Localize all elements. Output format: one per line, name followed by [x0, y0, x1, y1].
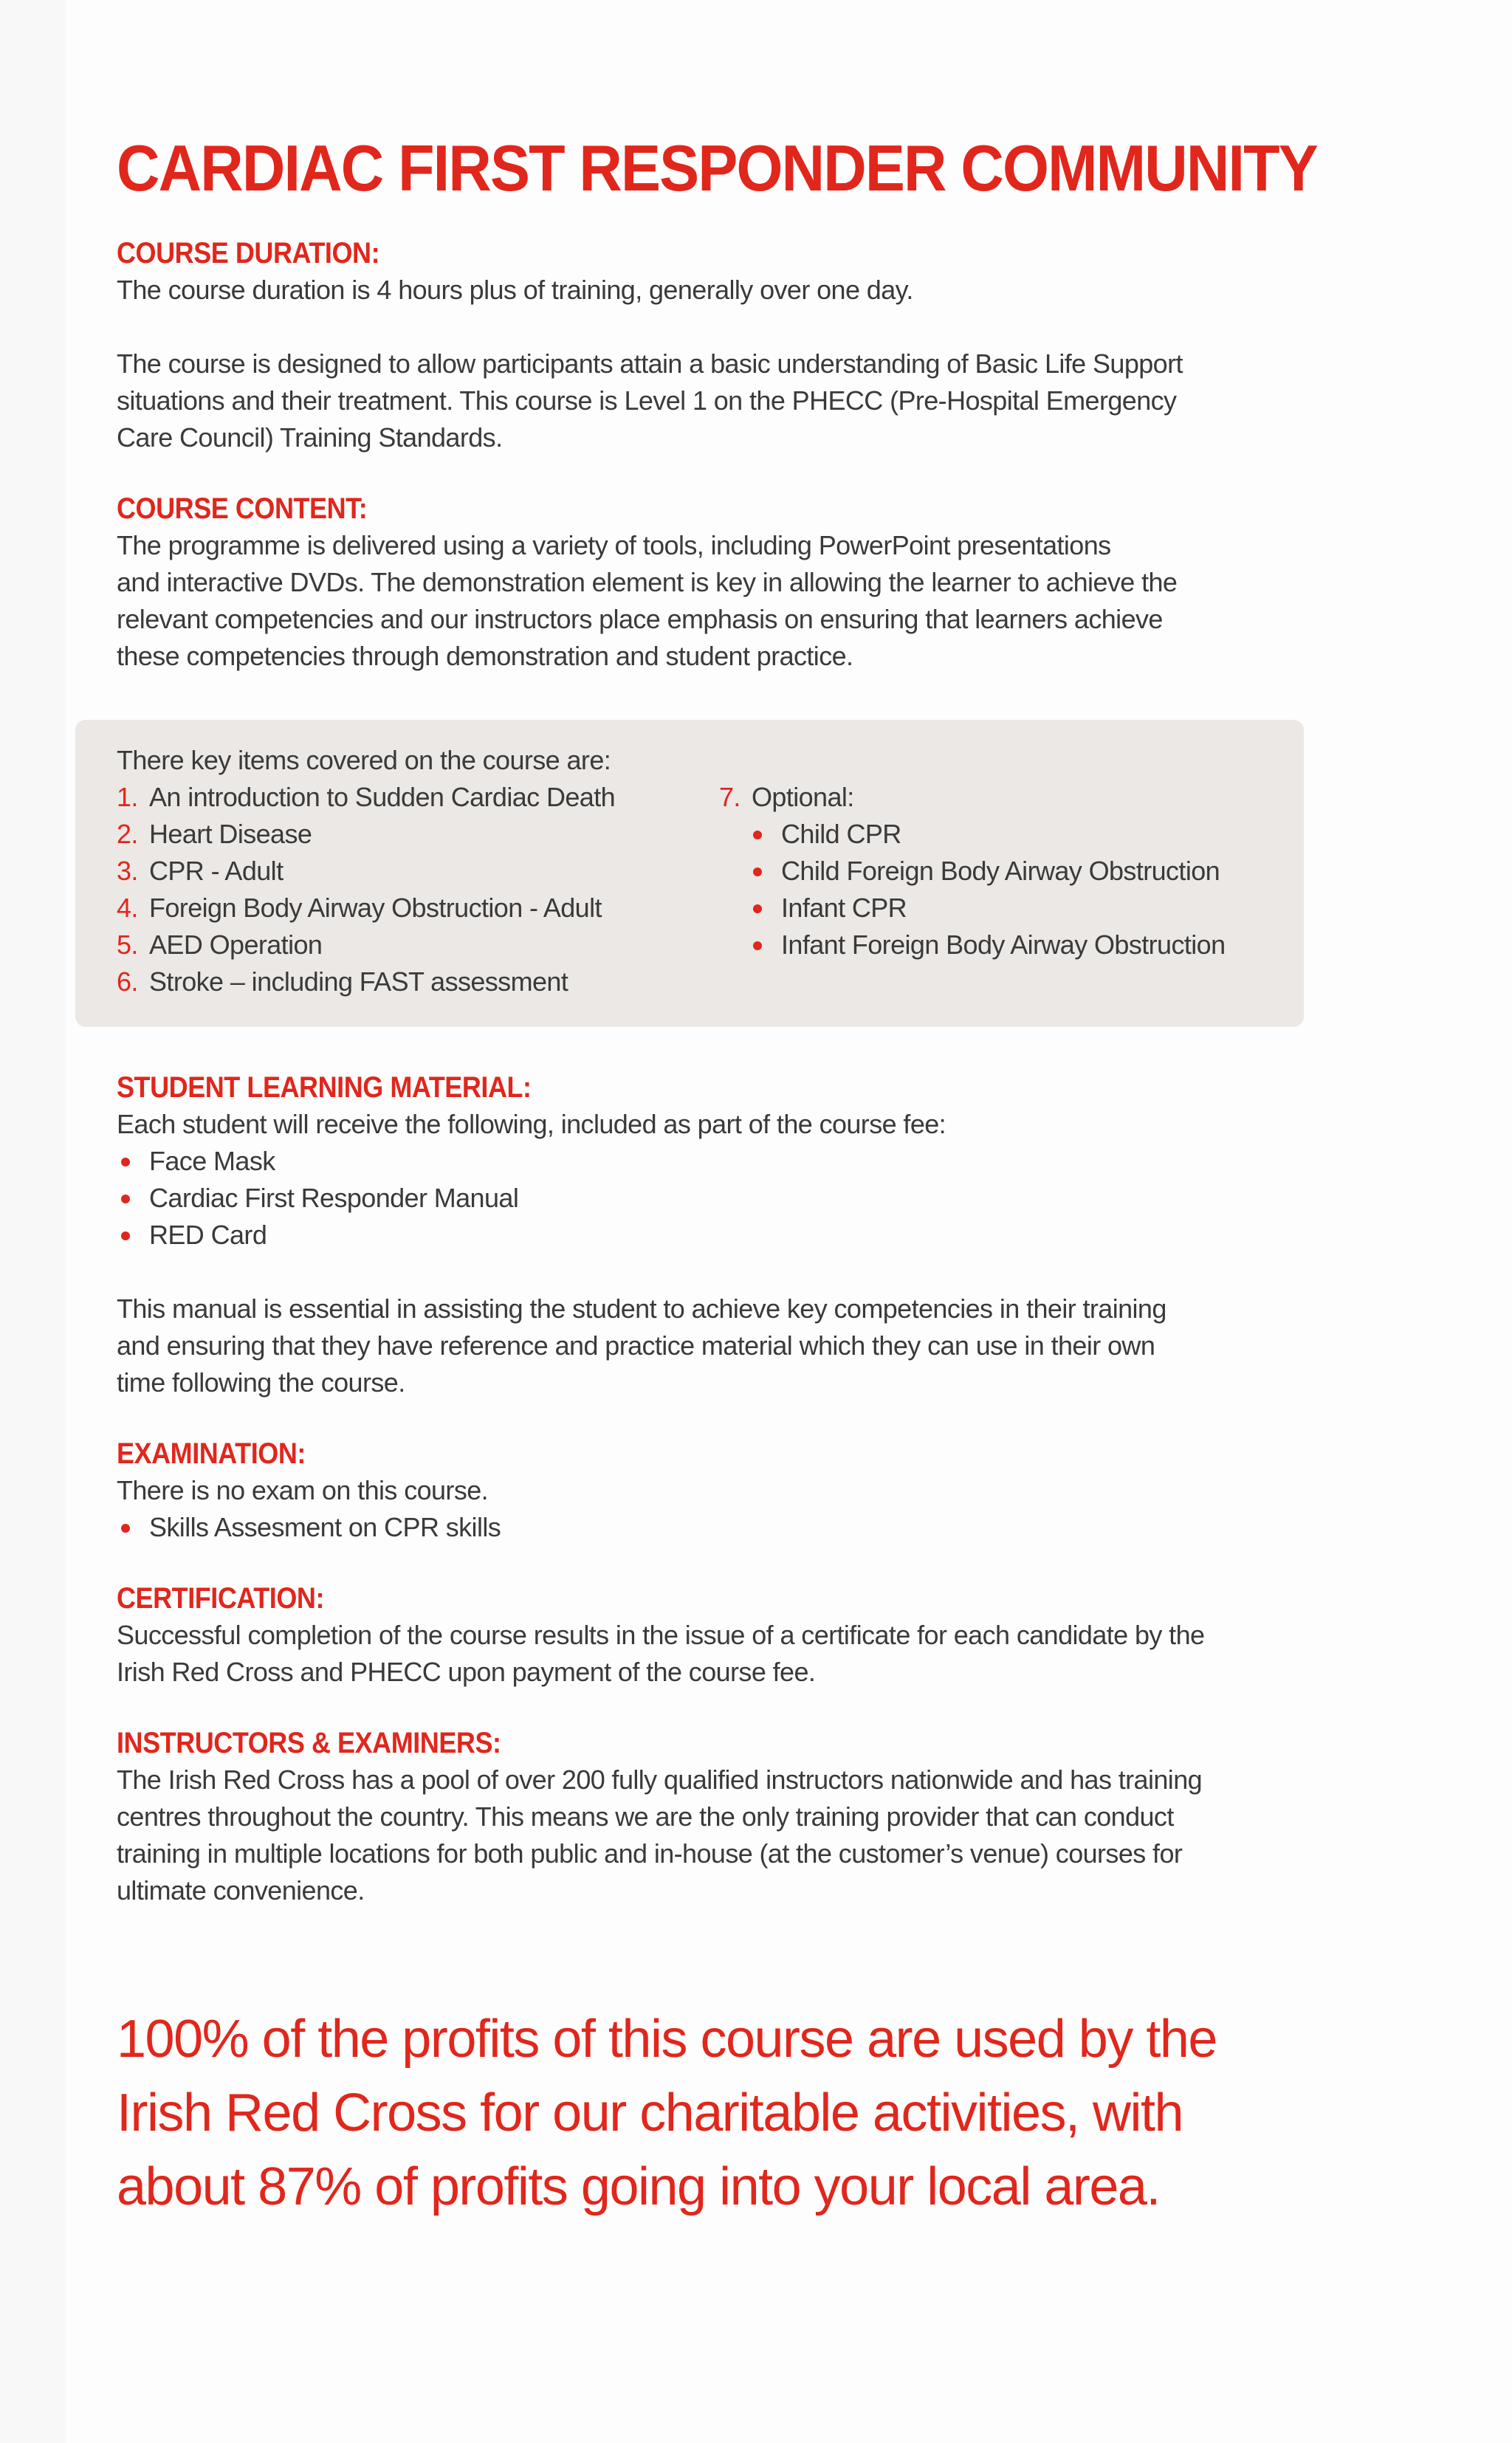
exam-list [117, 1509, 1313, 1546]
instructors-line: ultimate convenience. [117, 1875, 365, 1906]
instructors-line: centres throughout the country. This means we are the only training provider that can conduct [117, 1801, 1174, 1832]
closing-statement [117, 2002, 1372, 2224]
list-item: Infant Foreign Body Airway Obstruction [750, 927, 1280, 963]
instructors-heading: INSTRUCTORS & EXAMINERS: [117, 1727, 501, 1759]
cert-heading: CERTIFICATION: [117, 1582, 324, 1615]
closing-line: Irish Red Cross for our charitable activities, with [117, 2083, 1183, 2143]
key-items-list [117, 779, 722, 1000]
closing-line: 100% of the profits of this course are used by the [117, 2010, 1217, 2069]
closing-line: about 87% of profits going into your local area. [117, 2157, 1160, 2216]
exam-text: There is no exam on this course. [117, 1475, 489, 1505]
list-item: RED Card [117, 1217, 1313, 1254]
optional-list [719, 779, 1280, 816]
list-item: 6. Stroke – including FAST assessment [117, 966, 568, 997]
exam-heading: EXAMINATION: [117, 1437, 306, 1470]
list-item: 4. Foreign Body Airway Obstruction - Adult [117, 893, 602, 923]
optional-sublist [719, 816, 1280, 963]
cert-line: Irish Red Cross and PHECC upon payment of the course fee. [117, 1657, 816, 1687]
content-heading: COURSE CONTENT: [117, 492, 368, 525]
material-para-line: time following the course. [117, 1367, 405, 1398]
list-item: Infant CPR [750, 890, 1280, 927]
instructors-line: The Irish Red Cross has a pool of over 200 fully qualified instructors nationwide and has training [117, 1765, 1203, 1795]
section-content [117, 490, 1313, 675]
material-para-line: and ensuring that they have reference and practice material which they can use in their own [117, 1330, 1155, 1361]
list-item: 1. An introduction to Sudden Cardiac Death [117, 782, 616, 812]
content-line: relevant competencies and our instructors place emphasis on ensuring that learners achieve [117, 604, 1163, 634]
duration-para-line: The course is designed to allow participants attain a basic understanding of Basic Life Support [117, 348, 1183, 379]
instructors-line: training in multiple locations for both public and in-house (at the customer’s venue) courses for [117, 1838, 1183, 1869]
duration-para-line: Care Council) Training Standards. [117, 422, 503, 453]
content-line: and interactive DVDs. The demonstration element is key in allowing the learner to achieve the [117, 567, 1178, 597]
material-para-line: This manual is essential in assisting the student to achieve key competencies in their training [117, 1293, 1166, 1324]
left-margin-strip [0, 0, 66, 2443]
material-list [117, 1143, 1313, 1254]
section-cert [117, 1580, 1313, 1691]
content-line: these competencies through demonstration and student practice. [117, 641, 853, 671]
material-heading: STUDENT LEARNING MATERIAL: [117, 1071, 532, 1104]
key-items-left [117, 742, 722, 1000]
section-exam [117, 1435, 1313, 1546]
content-line: The programme is delivered using a variety of tools, including PowerPoint presentations [117, 530, 1111, 560]
duration-heading: COURSE DURATION: [117, 237, 380, 269]
key-items-intro: There key items covered on the course are: [117, 745, 611, 775]
list-item: Child CPR [750, 816, 1280, 853]
duration-para-line: situations and their treatment. This course is Level 1 on the PHECC (Pre-Hospital Emergency [117, 385, 1177, 416]
list-item: 5. AED Operation [117, 930, 323, 960]
lower-content [117, 1069, 1313, 1909]
list-item: 2. Heart Disease [117, 819, 312, 849]
list-item: Face Mask [117, 1143, 1313, 1180]
list-item: Skills Assesment on CPR skills [117, 1509, 1313, 1546]
section-material [117, 1069, 1313, 1401]
list-item: 7. Optional: [719, 782, 854, 812]
list-item: 3. CPR - Adult [117, 856, 284, 886]
key-items-right [719, 779, 1280, 963]
list-item: Cardiac First Responder Manual [117, 1180, 1313, 1217]
material-intro: Each student will receive the following, included as part of the course fee: [117, 1109, 946, 1139]
page-title: CARDIAC FIRST RESPONDER COMMUNITY [117, 131, 1317, 205]
duration-text: The course duration is 4 hours plus of training, generally over one day. [117, 275, 913, 305]
list-item: Child Foreign Body Airway Obstruction [750, 853, 1280, 890]
cert-line: Successful completion of the course results in the issue of a certificate for each candidate by the [117, 1620, 1205, 1650]
section-duration [117, 235, 1313, 456]
upper-content [117, 130, 1317, 675]
section-instructors [117, 1725, 1313, 1909]
key-items-box [75, 720, 1304, 1027]
